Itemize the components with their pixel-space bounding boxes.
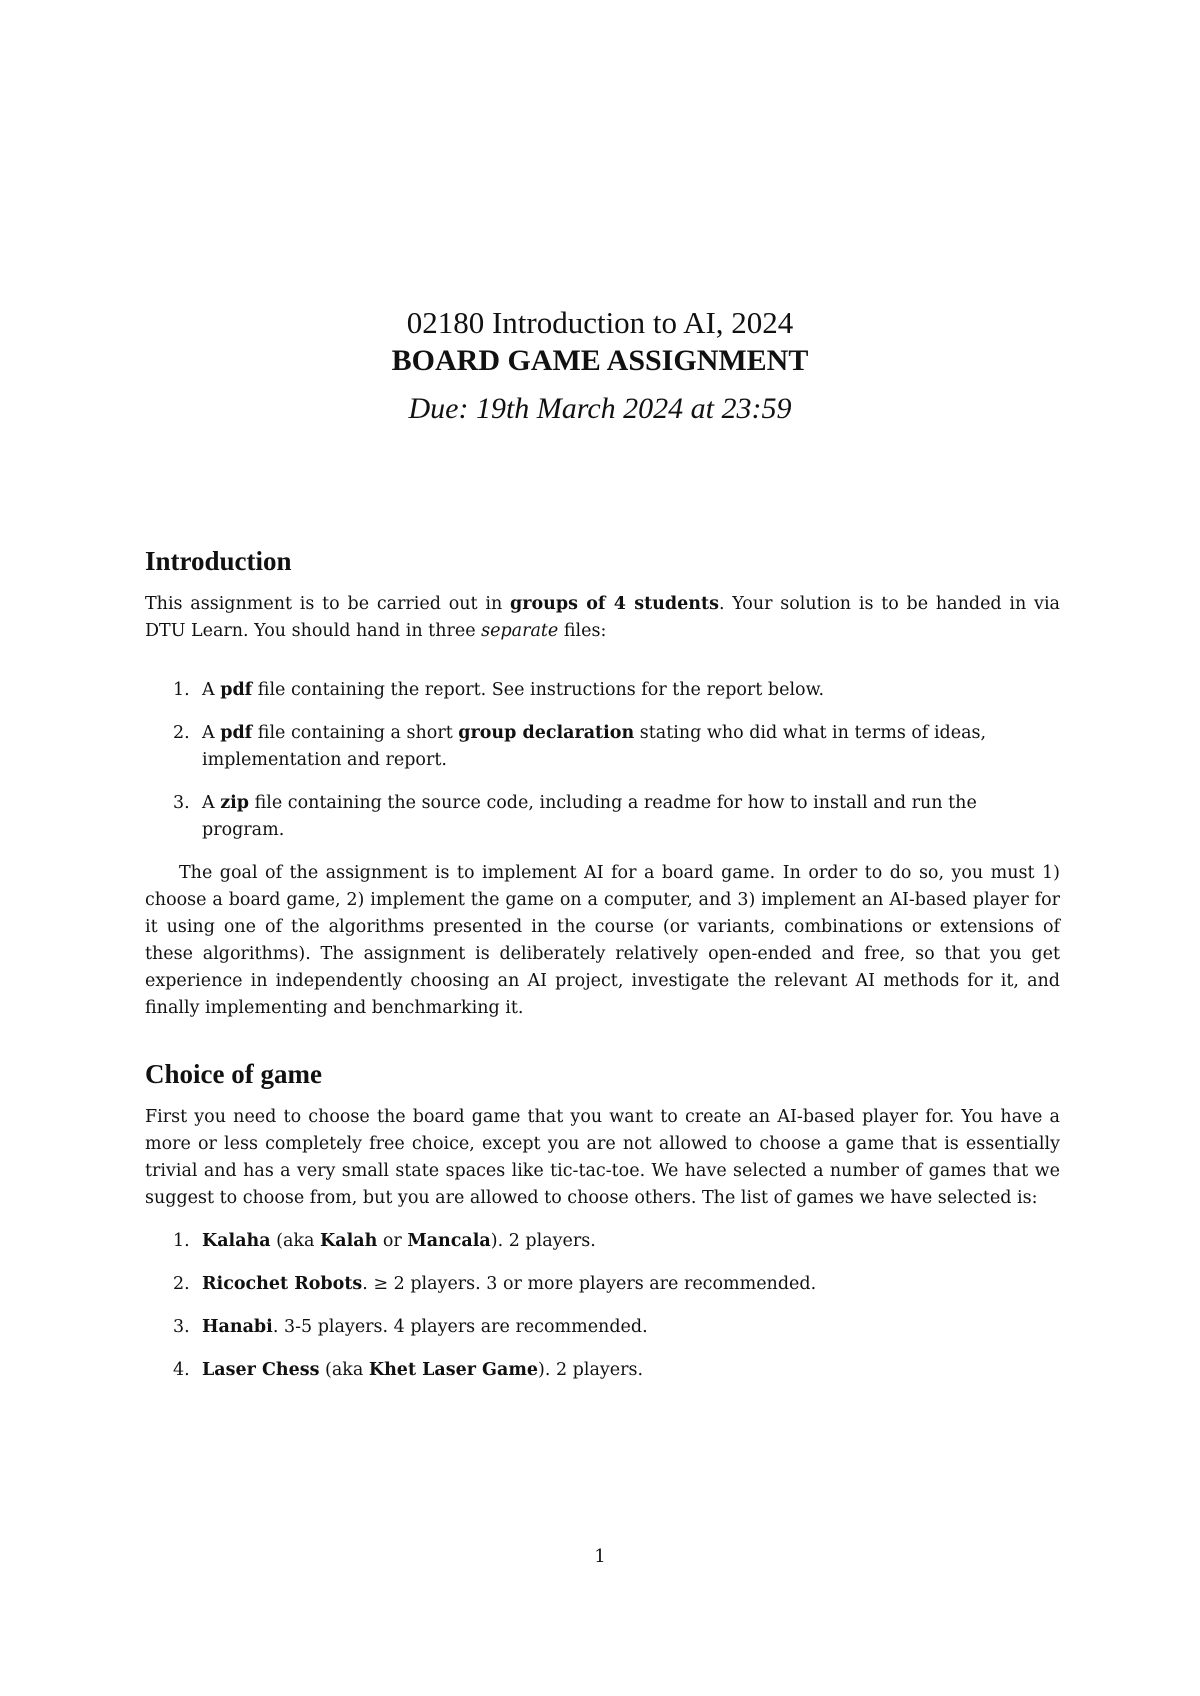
list-number: 1. [173,680,190,700]
introduction-paragraph [145,591,1060,645]
item-bold: pdf [220,723,253,743]
goal-paragraph: The goal of the assignment is to implement AI for a board game. In order to do so, you must 1) choose a board game, 2) implement the game on a computer, and 3) implement an AI-based player for it using one of the algorithms presented in the course (or variants, combinations or extensions of these algorithms). The assignment is deliberately relatively open-ended and free, so that you get experience in independently choosing an AI project, investigate the relevant AI methods for it, and finally implementing and benchmarking it. [145,863,1060,1018]
intro-bold-groups: groups of 4 students [510,594,719,614]
item-bold: pdf [220,680,253,700]
game-alias: Mancala [407,1231,491,1251]
title-block [0,305,1200,427]
list-number: 3. [173,1317,190,1337]
deliverables-list [145,677,1060,844]
item-text: A [202,723,221,743]
item-text: file containing the report. See instructions for the report below. [252,680,825,700]
list-item [145,1357,1060,1384]
item-text: (aka [270,1231,321,1251]
course-title: 02180 Introduction to AI, 2024 [406,305,794,340]
list-item [145,1228,1060,1255]
list-number: 3. [173,793,190,813]
item-bold: zip [220,793,250,813]
item-bold: group declaration [458,723,635,743]
item-text: . ≥ 2 players. 3 or more players are recommended. [362,1274,817,1294]
item-text: stating who did what in terms of ideas, implementation and report. [202,723,987,770]
page-number: 1 [594,1546,606,1567]
list-item [145,790,1060,844]
list-number: 1. [173,1231,190,1251]
list-item [145,1271,1060,1298]
intro-text: . Your solution is to be handed in via DTU Learn. You should hand in three [145,594,1060,641]
introduction-heading: Introduction [145,546,292,576]
intro-text: files: [558,621,607,641]
game-alias: Khet Laser Game [368,1360,538,1380]
item-text: ). 2 players. [490,1231,596,1251]
item-text: A [202,793,221,813]
game-alias: Kalah [320,1231,378,1251]
list-item [145,720,1060,774]
due-date: Due: 19th March 2024 at 23:59 [408,392,792,425]
item-text: file containing the source code, including a readme for how to install and run the program. [202,793,977,840]
item-text: ). 2 players. [538,1360,644,1380]
item-text: (aka [319,1360,369,1380]
list-number: 2. [173,723,190,743]
game-name: Kalaha [202,1231,271,1251]
item-text: . 3-5 players. 4 players are recommended. [272,1317,648,1337]
item-text: A [202,680,221,700]
item-text: or [377,1231,408,1251]
list-item [145,1314,1060,1341]
choice-of-game-heading: Choice of game [145,1059,322,1089]
assignment-title: BOARD GAME ASSIGNMENT [391,344,809,377]
list-number: 2. [173,1274,190,1294]
game-name: Ricochet Robots [202,1274,363,1294]
game-name: Hanabi [202,1317,273,1337]
intro-italic-separate: separate [481,621,559,641]
game-name: Laser Chess [202,1360,320,1380]
list-number: 4. [173,1360,190,1380]
item-text: file containing a short [252,723,459,743]
document-body [145,545,1060,1400]
intro-text: This assignment is to be carried out in [145,594,510,614]
choice-paragraph: First you need to choose the board game that you want to create an AI-based player for. You have a more or less completely free choice, except you are not allowed to choose a game that is essentially trivial and has a very small state spaces like tic-tac-toe. We have selected a number of games that we suggest to choose from, but you are allowed to choose others. The list of games we have selected is: [145,1107,1060,1208]
list-item [145,677,1060,704]
games-list [145,1228,1060,1384]
